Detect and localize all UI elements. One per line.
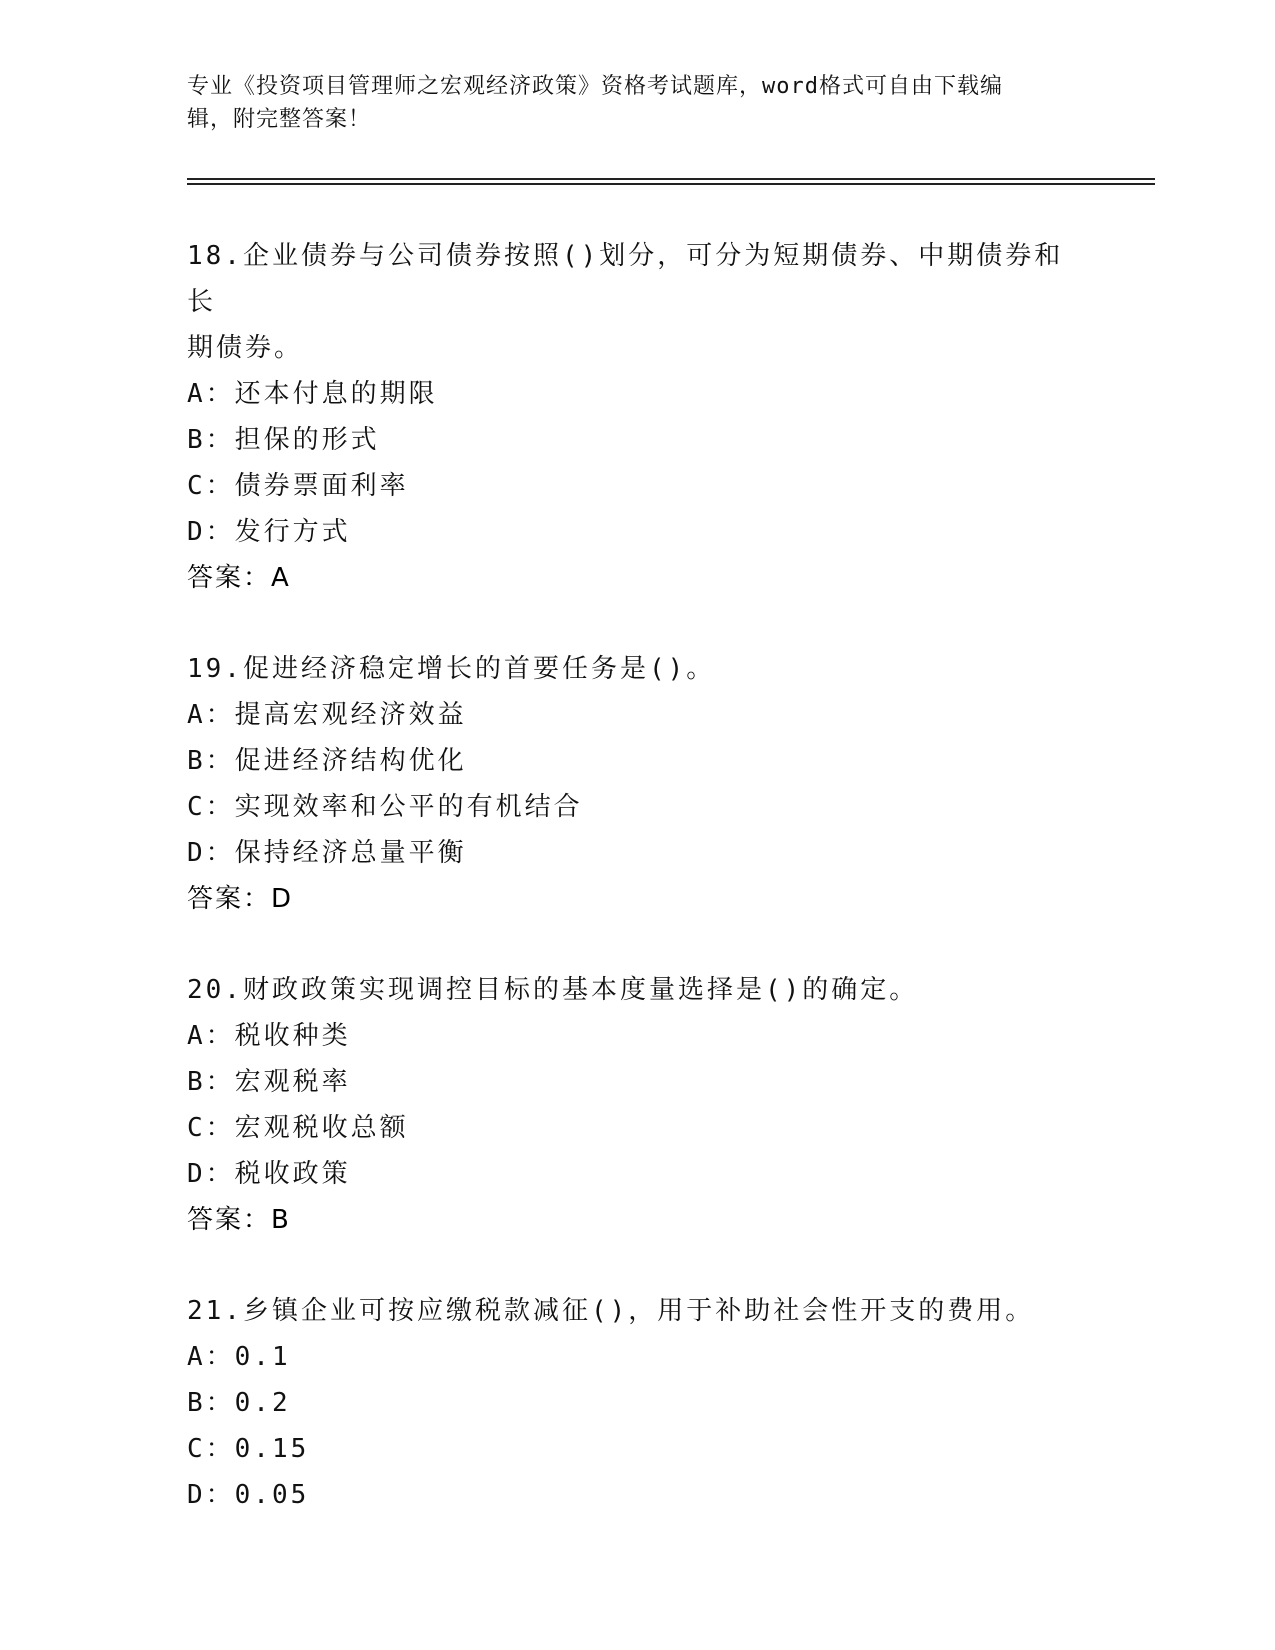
header-divider-top [187,178,1155,180]
option-c: C：债券票面利率 [187,471,409,501]
question-stem-line-2: 期债券。 [187,333,304,363]
question-list [187,233,1087,1563]
question-18 [187,233,1087,601]
question-stem-line-1: 19.促进经济稳定增长的首要任务是()。 [187,654,716,684]
option-b: B：促进经济结构优化 [187,746,467,776]
option-a: A：税收种类 [187,1021,351,1051]
option-d: D：保持经济总量平衡 [187,838,467,868]
option-a: A：提高宏观经济效益 [187,700,467,730]
option-b: B：宏观税率 [187,1067,351,1097]
question-20 [187,967,1087,1243]
answer-label: 答案：B [187,1205,291,1235]
option-d: D：发行方式 [187,517,351,547]
option-d: D：0.05 [187,1480,310,1510]
question-19 [187,646,1087,922]
option-a: A：还本付息的期限 [187,379,438,409]
option-c: C：0.15 [187,1434,310,1464]
option-d: D：税收政策 [187,1159,351,1189]
question-stem-line-1: 21.乡镇企业可按应缴税款减征()，用于补助社会性开支的费用。 [187,1296,1035,1326]
header-line-1: 专业《投资项目管理师之宏观经济政策》资格考试题库，word格式可自由下载编 [187,74,1003,99]
answer-label: 答案：D [187,884,294,914]
option-c: C：宏观税收总额 [187,1113,409,1143]
header-divider-bottom [187,183,1155,185]
option-b: B：0.2 [187,1388,291,1418]
option-c: C：实现效率和公平的有机结合 [187,792,583,822]
option-b: B：担保的形式 [187,425,380,455]
question-stem-line-1: 20.财政政策实现调控目标的基本度量选择是()的确定。 [187,975,919,1005]
question-21 [187,1288,1087,1518]
answer-label: 答案：A [187,563,291,593]
document-header [187,70,1087,136]
header-line-2: 辑，附完整答案！ [187,107,372,132]
option-a: A：0.1 [187,1342,291,1372]
question-stem-line-1: 18.企业债券与公司债券按照()划分，可分为短期债券、中期债券和长 [187,241,1064,317]
